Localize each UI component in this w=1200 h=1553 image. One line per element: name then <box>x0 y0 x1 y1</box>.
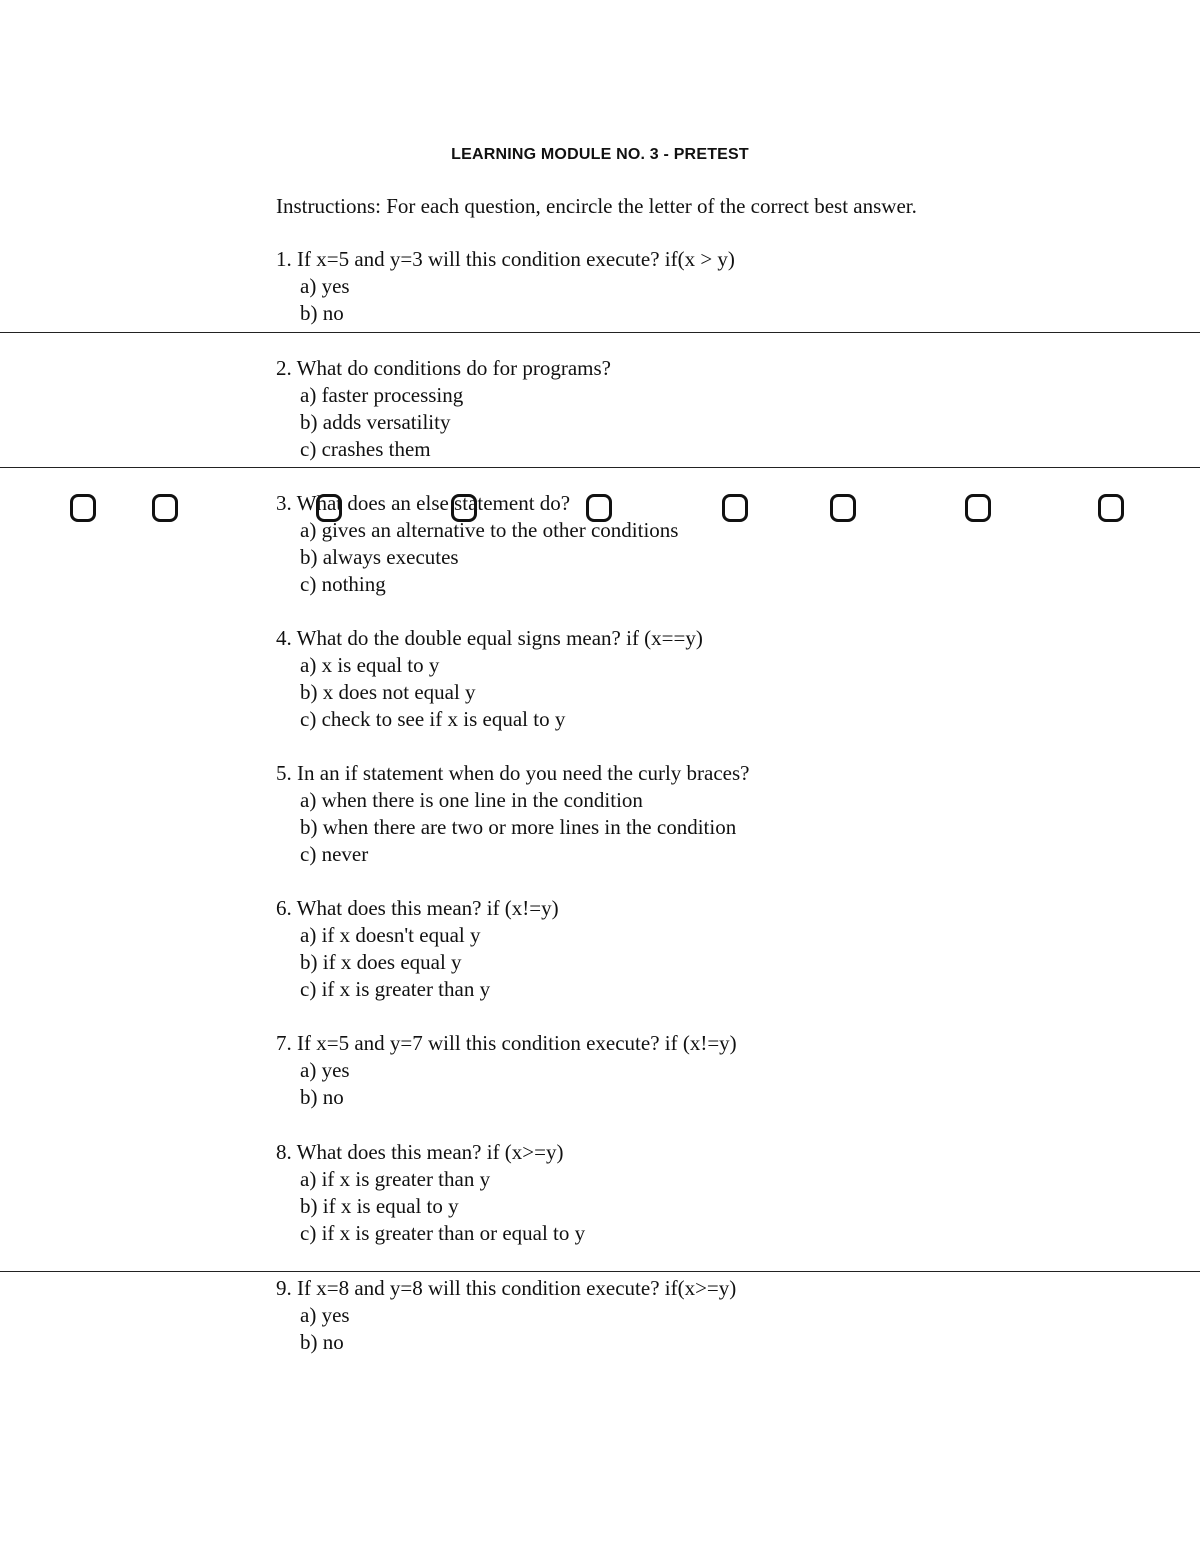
question-text: 6. What does this mean? if (x!=y) <box>276 896 559 920</box>
option-a[interactable]: a) x is equal to y <box>300 653 440 677</box>
checkbox-icon[interactable] <box>722 494 748 522</box>
option-b[interactable]: b) no <box>300 301 344 325</box>
option-a[interactable]: a) gives an alternative to the other conditions <box>300 518 679 542</box>
option-b[interactable]: b) if x does equal y <box>300 950 462 974</box>
question-text: 5. In an if statement when do you need the curly braces? <box>276 761 750 785</box>
option-a[interactable]: a) yes <box>300 274 350 298</box>
document-title: LEARNING MODULE NO. 3 - PRETEST <box>451 146 749 163</box>
question-7 <box>276 1030 737 1111</box>
divider-line <box>0 332 1200 333</box>
checkbox-icon[interactable] <box>965 494 991 522</box>
checkbox-icon[interactable] <box>152 494 178 522</box>
option-c[interactable]: c) never <box>300 842 369 866</box>
option-a[interactable]: a) if x doesn't equal y <box>300 923 481 947</box>
question-6 <box>276 895 559 1003</box>
option-c[interactable]: c) crashes them <box>300 437 431 461</box>
question-text: 7. If x=5 and y=7 will this condition execute? if (x!=y) <box>276 1031 737 1055</box>
option-c[interactable]: c) if x is greater than or equal to y <box>300 1221 586 1245</box>
option-b[interactable]: b) no <box>300 1330 344 1354</box>
option-a[interactable]: a) yes <box>300 1058 350 1082</box>
option-a[interactable]: a) if x is greater than y <box>300 1167 491 1191</box>
checkbox-icon[interactable] <box>586 494 612 522</box>
option-b[interactable]: b) no <box>300 1085 344 1109</box>
divider-line <box>0 1271 1200 1272</box>
option-c[interactable]: c) if x is greater than y <box>300 977 491 1001</box>
checkbox-icon[interactable] <box>70 494 96 522</box>
question-text: 9. If x=8 and y=8 will this condition execute? if(x>=y) <box>276 1276 737 1300</box>
question-8 <box>276 1139 585 1247</box>
question-5 <box>276 760 750 868</box>
checkbox-icon[interactable] <box>1098 494 1124 522</box>
divider-line <box>0 467 1200 468</box>
option-a[interactable]: a) yes <box>300 1303 350 1327</box>
option-b[interactable]: b) adds versatility <box>300 410 451 434</box>
question-2 <box>276 355 611 463</box>
question-text: 3. What does an else statement do? <box>276 491 571 515</box>
question-text: 1. If x=5 and y=3 will this condition execute? if(x > y) <box>276 247 735 271</box>
option-a[interactable]: a) faster processing <box>300 383 464 407</box>
option-a[interactable]: a) when there is one line in the condition <box>300 788 643 812</box>
option-b[interactable]: b) when there are two or more lines in the condition <box>300 815 737 839</box>
option-c[interactable]: c) nothing <box>300 572 386 596</box>
option-b[interactable]: b) always executes <box>300 545 459 569</box>
option-c[interactable]: c) check to see if x is equal to y <box>300 707 566 731</box>
question-text: 4. What do the double equal signs mean? if (x==y) <box>276 626 703 650</box>
question-9 <box>276 1275 736 1356</box>
checkbox-icon[interactable] <box>316 494 342 522</box>
question-1 <box>276 246 735 327</box>
option-b[interactable]: b) if x is equal to y <box>300 1194 459 1218</box>
question-text: 2. What do conditions do for programs? <box>276 356 611 380</box>
instructions-text: Instructions: For each question, encircle the letter of the correct best answer. <box>276 194 917 218</box>
checkbox-icon[interactable] <box>830 494 856 522</box>
question-text: 8. What does this mean? if (x>=y) <box>276 1140 564 1164</box>
question-4 <box>276 625 703 733</box>
checkbox-icon[interactable] <box>451 494 477 522</box>
option-b[interactable]: b) x does not equal y <box>300 680 476 704</box>
